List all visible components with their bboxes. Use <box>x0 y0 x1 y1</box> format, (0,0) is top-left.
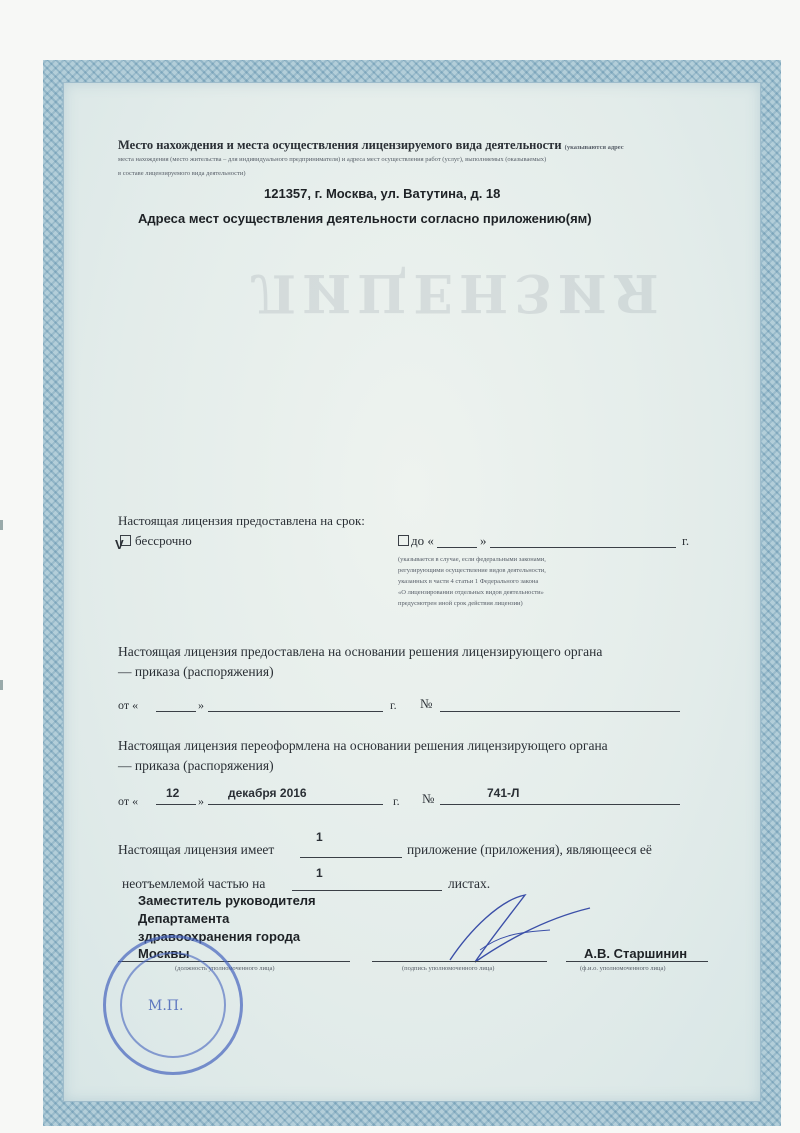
signatory-name: А.В. Старшинин <box>584 946 688 961</box>
reissue-day-line <box>156 804 196 805</box>
reissue-close-quote: » <box>198 794 204 808</box>
grant-close-quote: » <box>198 698 204 712</box>
reissue-number-line <box>440 804 680 805</box>
appendix-count: 1 <box>316 830 323 844</box>
term-note-2: регулирующими осуществление видов деятельности, <box>398 567 546 574</box>
position-caption: (должность уполномоченного лица) <box>175 965 275 972</box>
term-note-1: (указывается в случае, если федеральными законами, <box>398 556 546 563</box>
appendix-sheets: 1 <box>316 866 323 880</box>
reissue-number-sign: № <box>422 791 435 806</box>
until-day-line <box>437 547 477 548</box>
term-note-4: «О лицензировании отдельных видов деятельности» <box>398 589 544 596</box>
until-checkbox <box>398 535 409 546</box>
indefinite-label: бессрочно <box>135 533 192 548</box>
term-note-3: указанных в части 4 статьи 1 Федерального закона <box>398 578 539 585</box>
until-year-suffix: г. <box>682 533 690 548</box>
signature-caption: (подпись уполномоченного лица) <box>402 965 495 972</box>
signatory-position-1: Заместитель руководителя <box>138 893 316 908</box>
appendix-sheets-line <box>292 890 442 891</box>
grant-line-1: Настоящая лицензия предоставлена на основании решения лицензирующего органа <box>118 644 603 659</box>
reissue-month-line <box>208 804 383 805</box>
reissue-year-suffix: г. <box>393 794 400 808</box>
grant-month-line <box>208 711 383 712</box>
term-note-5: предусмотрен иной срок действия лицензии) <box>398 600 523 607</box>
grant-day-line <box>156 711 196 712</box>
check-mark: V <box>115 537 124 552</box>
scan-edge-mark <box>0 520 3 530</box>
seal-label: М.П. <box>148 998 184 1014</box>
appendix-count-line <box>300 857 402 858</box>
until-month-line <box>490 547 676 548</box>
reissue-month-year: декабря 2016 <box>228 786 307 800</box>
grant-year-suffix: г. <box>390 698 397 712</box>
grant-number-sign: № <box>420 696 433 711</box>
location-heading-text: Место нахождения и места осуществления лицензируемого вида деятельности <box>118 138 562 152</box>
grant-line-2: — приказа (распоряжения) <box>118 664 274 679</box>
location-note-line-3: в составе лицензируемого вида деятельности) <box>118 170 246 177</box>
signatory-position-2: Департамента <box>138 911 230 926</box>
appendix-line-1-start: Настоящая лицензия имеет <box>118 842 275 857</box>
until-close-quote: » <box>480 533 487 548</box>
name-caption: (ф.и.о. уполномоченного лица) <box>580 965 666 972</box>
location-heading <box>118 138 624 153</box>
until-label: до « <box>411 533 434 548</box>
signature-line <box>372 961 547 962</box>
reissue-line-1: Настоящая лицензия переоформлена на основании решения лицензирующего органа <box>118 738 608 753</box>
address: 121357, г. Москва, ул. Ватутина, д. 18 <box>264 186 501 201</box>
show-through-title: ЛИЦЕНЗИЯ <box>250 262 665 323</box>
signature-icon <box>430 890 600 970</box>
reissue-line-2: — приказа (распоряжения) <box>118 758 274 773</box>
grant-from: от « <box>118 698 139 712</box>
reissue-from: от « <box>118 794 139 808</box>
location-note: (указываются адрес <box>564 144 624 151</box>
signatory-position-3: здравоохранения города <box>138 929 301 944</box>
addresses-note: Адреса мест осуществления деятельности согласно приложению(ям) <box>138 211 592 226</box>
term-heading: Настоящая лицензия предоставлена на срок: <box>118 513 365 528</box>
reissue-day: 12 <box>166 786 180 800</box>
official-seal-icon <box>103 935 243 1075</box>
appendix-line-2-start: неотъемлемой частью на <box>122 876 266 891</box>
scan-edge-mark <box>0 680 3 690</box>
reissue-number: 741-Л <box>487 786 520 800</box>
appendix-line-2-end: листах. <box>448 876 491 891</box>
appendix-line-1-end: приложение (приложения), являющееся её <box>407 842 652 857</box>
grant-number-line <box>440 711 680 712</box>
name-line <box>566 961 708 962</box>
location-note-line-2: места нахождения (место жительства – для индивидуального предпринимателя) и адреса мест осуществления работ (услуг), выполняемых (оказываемых) <box>118 156 547 163</box>
signatory-position-4: Москвы <box>138 946 190 961</box>
